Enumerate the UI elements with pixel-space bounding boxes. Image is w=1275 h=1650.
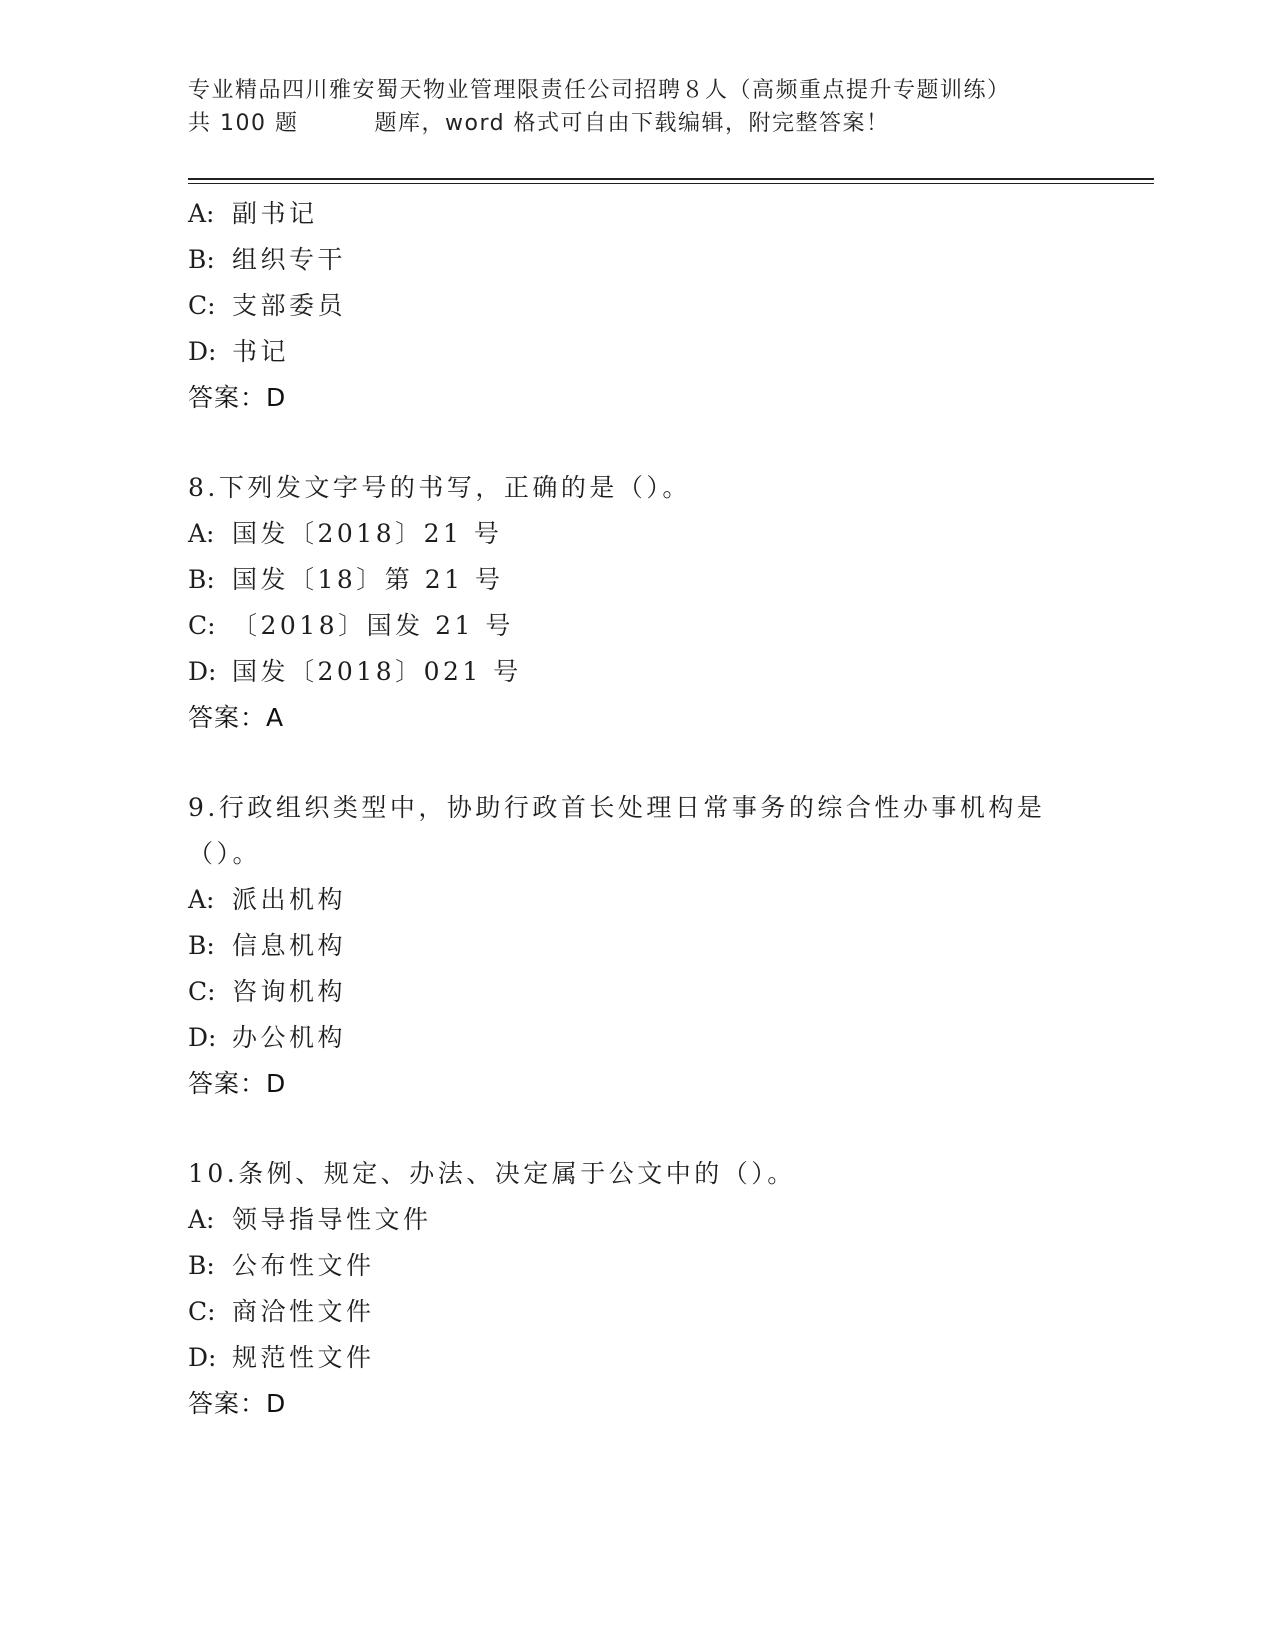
option-c bbox=[188, 603, 1088, 649]
answer-line: 答案：A bbox=[188, 703, 285, 732]
question-block-9 bbox=[188, 785, 1088, 1107]
option-c bbox=[188, 969, 1088, 1015]
header-description: 题库，word 格式可自由下载编辑，附完整答案！ bbox=[374, 111, 890, 136]
header-question-count: 共 100 题 bbox=[188, 111, 299, 136]
option-text: 〔2018〕国发 21 号 bbox=[232, 611, 514, 640]
option-letter: B: bbox=[188, 565, 215, 594]
option-letter: A: bbox=[188, 519, 215, 548]
answer-line: 答案：D bbox=[188, 1069, 287, 1098]
option-b bbox=[188, 923, 1088, 969]
option-letter: D: bbox=[188, 657, 217, 686]
option-b bbox=[188, 557, 1088, 603]
option-letter: D: bbox=[188, 337, 217, 366]
option-letter: D: bbox=[188, 1343, 217, 1372]
option-letter: C: bbox=[188, 977, 216, 1006]
option-a bbox=[188, 877, 1088, 923]
option-text: 派出机构 bbox=[232, 885, 347, 914]
question-list bbox=[188, 191, 1088, 1427]
question-block-8 bbox=[188, 465, 1088, 741]
option-letter: B: bbox=[188, 931, 215, 960]
option-d bbox=[188, 1015, 1088, 1061]
question-block-7 bbox=[188, 191, 1088, 421]
header-title: 专业精品四川雅安蜀天物业管理限责任公司招聘８人（高频重点提升专题训练） bbox=[188, 78, 1011, 103]
question-text-line2: （）。 bbox=[188, 839, 262, 868]
option-c bbox=[188, 283, 1088, 329]
page-header bbox=[188, 74, 1148, 140]
header-divider-thin bbox=[188, 183, 1154, 184]
option-text: 商洽性文件 bbox=[232, 1297, 375, 1326]
option-text: 国发〔2018〕021 号 bbox=[232, 657, 522, 686]
option-d bbox=[188, 329, 1088, 375]
question-text: 8.下列发文字号的书写，正确的是（）。 bbox=[188, 473, 691, 502]
option-letter: B: bbox=[188, 1251, 215, 1280]
option-letter: D: bbox=[188, 1023, 217, 1052]
option-letter: C: bbox=[188, 1297, 216, 1326]
answer-line: 答案：D bbox=[188, 383, 287, 412]
option-text: 领导指导性文件 bbox=[232, 1205, 432, 1234]
option-text: 办公机构 bbox=[232, 1023, 347, 1052]
option-b bbox=[188, 1243, 1088, 1289]
option-text: 信息机构 bbox=[232, 931, 347, 960]
option-d bbox=[188, 1335, 1088, 1381]
option-text: 书记 bbox=[232, 337, 290, 366]
option-text: 国发〔18〕第 21 号 bbox=[232, 565, 504, 594]
header-subtitle bbox=[188, 107, 1148, 140]
option-a bbox=[188, 191, 1088, 237]
option-letter: A: bbox=[188, 199, 215, 228]
option-a bbox=[188, 511, 1088, 557]
option-text: 组织专干 bbox=[232, 245, 347, 274]
option-text: 规范性文件 bbox=[232, 1343, 375, 1372]
option-text: 国发〔2018〕21 号 bbox=[232, 519, 503, 548]
option-letter: B: bbox=[188, 245, 215, 274]
option-letter: A: bbox=[188, 1205, 215, 1234]
option-letter: C: bbox=[188, 291, 216, 320]
option-text: 咨询机构 bbox=[232, 977, 347, 1006]
question-text-line1: 9.行政组织类型中，协助行政首长处理日常事务的综合性办事机构是 bbox=[188, 793, 1046, 822]
option-letter: C: bbox=[188, 611, 216, 640]
option-text: 副书记 bbox=[232, 199, 318, 228]
option-b bbox=[188, 237, 1088, 283]
option-text: 公布性文件 bbox=[232, 1251, 375, 1280]
question-block-10 bbox=[188, 1151, 1088, 1427]
option-text: 支部委员 bbox=[232, 291, 347, 320]
option-d bbox=[188, 649, 1088, 695]
option-letter: A: bbox=[188, 885, 215, 914]
header-divider-thick bbox=[188, 178, 1154, 180]
option-c bbox=[188, 1289, 1088, 1335]
answer-line: 答案：D bbox=[188, 1389, 287, 1418]
option-a bbox=[188, 1197, 1088, 1243]
question-text: 10.条例、规定、办法、决定属于公文中的（）。 bbox=[188, 1159, 796, 1188]
